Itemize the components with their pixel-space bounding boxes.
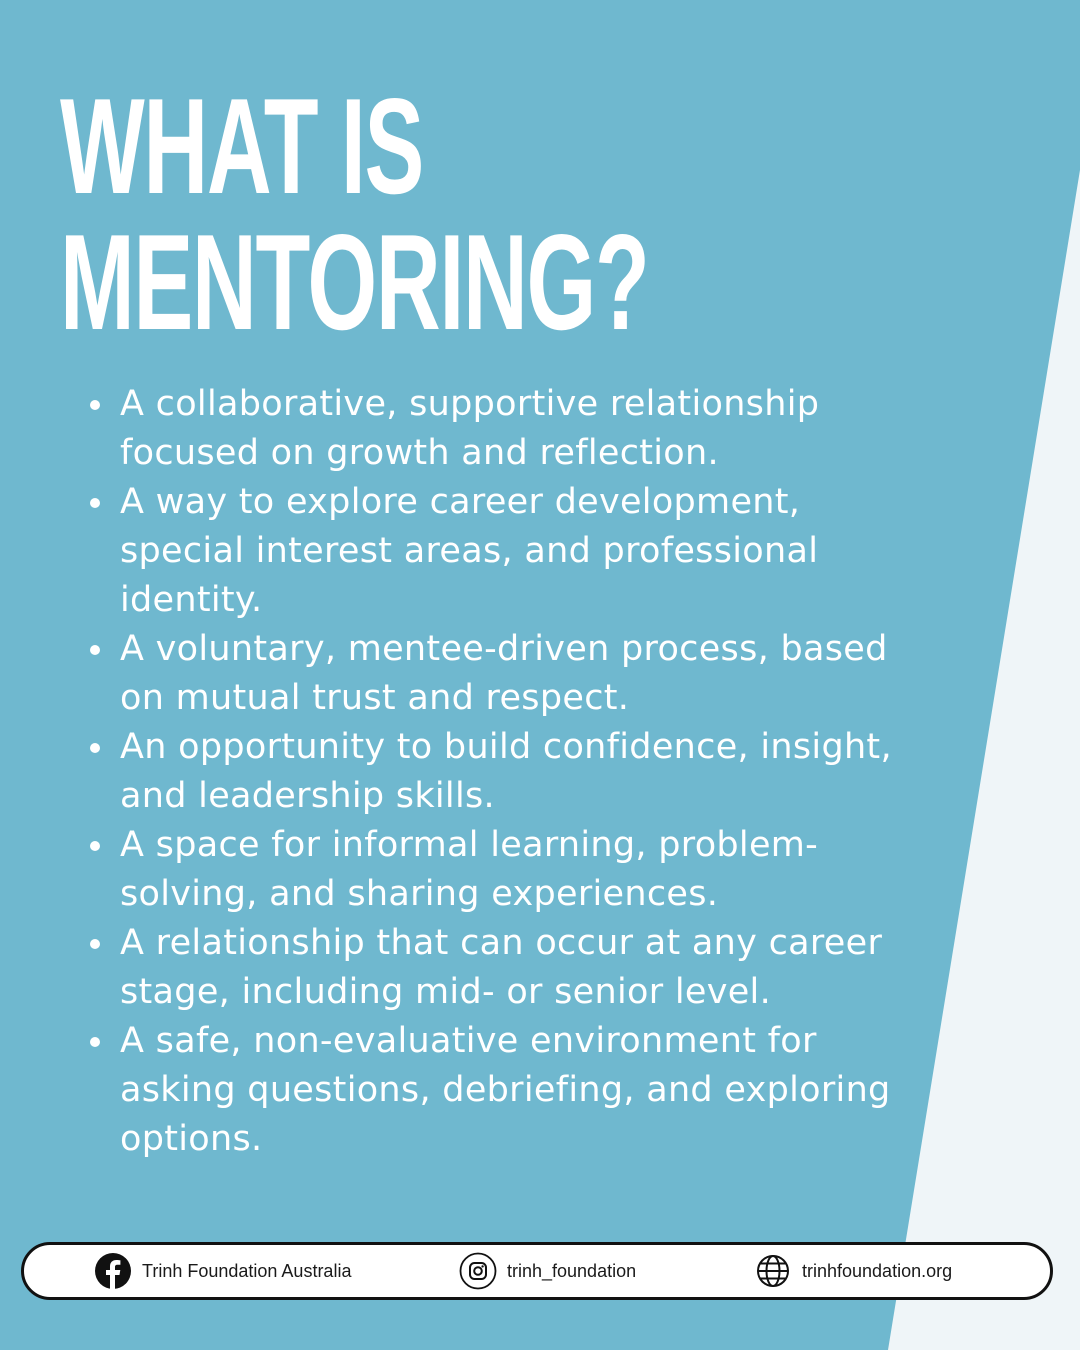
- bullet-list: [85, 380, 915, 1164]
- bullet-item: A collaborative, supportive relationship focused on growth and reflection.: [85, 380, 915, 478]
- bullet-item: A safe, non-evaluative environment for asking questions, debriefing, and exploring options.: [85, 1017, 915, 1164]
- facebook-link[interactable]: [94, 1245, 351, 1297]
- title-line-1: WHAT IS: [60, 70, 424, 222]
- bullet-item: An opportunity to build confidence, insight, and leadership skills.: [85, 723, 915, 821]
- bullet-item: A relationship that can occur at any career stage, including mid- or senior level.: [85, 919, 915, 1017]
- bullet-item: A space for informal learning, problem-solving, and sharing experiences.: [85, 821, 915, 919]
- instagram-link[interactable]: [459, 1245, 636, 1297]
- facebook-label: Trinh Foundation Australia: [142, 1260, 352, 1281]
- facebook-icon: [94, 1252, 132, 1290]
- page-title: [60, 70, 649, 358]
- website-link[interactable]: [754, 1245, 952, 1297]
- website-label: trinhfoundation.org: [802, 1260, 953, 1281]
- bullet-item: A way to explore career development, special interest areas, and professional identity.: [85, 478, 915, 625]
- bullet-item: A voluntary, mentee-driven process, based on mutual trust and respect.: [85, 625, 915, 723]
- title-line-2: MENTORING?: [60, 206, 649, 358]
- globe-icon: [754, 1252, 792, 1290]
- instagram-label: trinh_foundation: [507, 1260, 637, 1281]
- social-footer: [21, 1242, 1053, 1300]
- instagram-icon: [459, 1252, 497, 1290]
